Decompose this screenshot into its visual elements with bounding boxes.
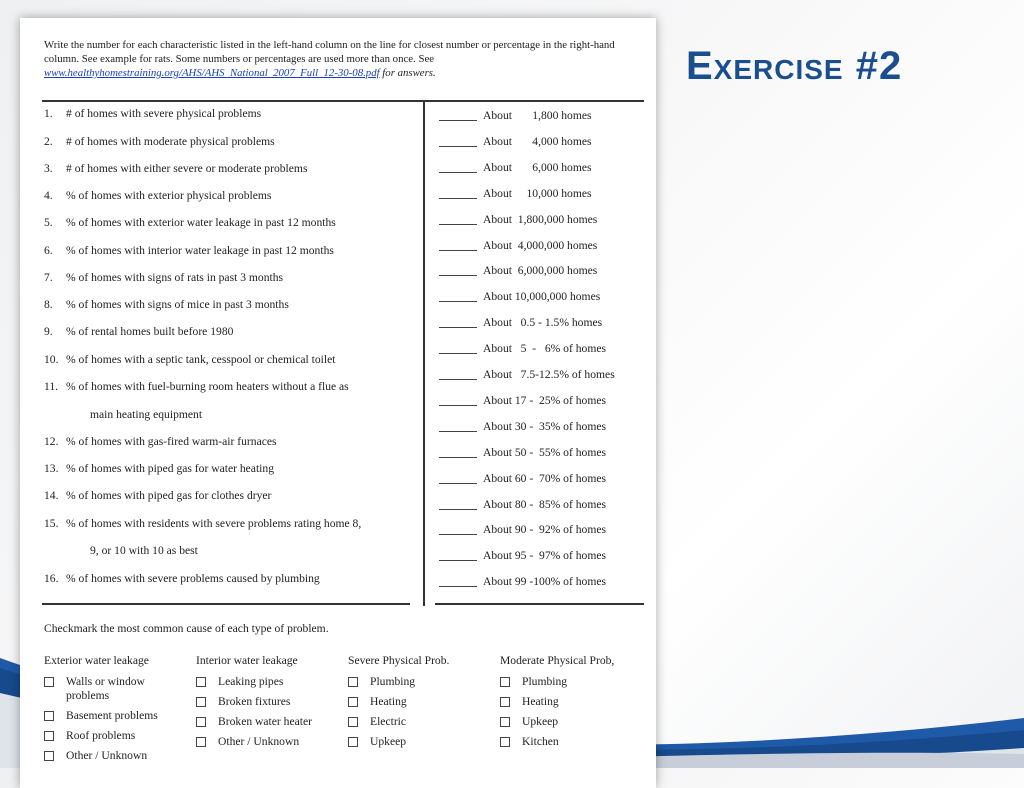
checkbox[interactable] — [196, 677, 206, 687]
characteristic-text: % of homes with exterior physical problems — [66, 189, 272, 202]
checkbox-label: Roof problems — [66, 729, 136, 742]
checklist-option[interactable] — [44, 749, 194, 763]
characteristic-number: 5. — [44, 216, 53, 229]
characteristic-text: main heating equipment — [90, 408, 203, 421]
column-divider — [423, 100, 425, 606]
checkbox-label: Heating — [522, 695, 559, 708]
checkbox[interactable] — [348, 737, 358, 747]
answer-blank-line[interactable] — [439, 379, 477, 380]
characteristic-number: 10. — [44, 353, 59, 366]
instructions-text: Write the number for each characteristic listed in the left-hand column on the line for closest number or percentage in the right-hand column. See example for rats. Some numbers or percentages are used more than once. See — [44, 39, 615, 65]
characteristic-number: 12. — [44, 435, 59, 448]
checklist-option[interactable] — [500, 695, 650, 709]
characteristic-number: 1. — [44, 107, 53, 120]
answer-choice-text: About 50 - 55% of homes — [483, 445, 607, 459]
instructions-text-end: for answers. — [379, 67, 436, 79]
checklist-title: Checkmark the most common cause of each type of problem. — [44, 622, 329, 635]
characteristic-text: % of rental homes built before 1980 — [66, 325, 234, 338]
slide-title: Exercise #2 — [686, 44, 903, 88]
checkbox[interactable] — [500, 717, 510, 727]
checklist-option[interactable] — [500, 715, 650, 729]
checkbox[interactable] — [348, 677, 358, 687]
checklist-column — [44, 655, 194, 769]
checklist-option[interactable] — [44, 729, 194, 743]
checkbox-label: Plumbing — [522, 675, 568, 688]
answer-choice-text: About 6,000,000 homes — [483, 264, 598, 278]
answer-blank-line[interactable] — [439, 198, 477, 199]
answer-choice-text: About 95 - 97% of homes — [483, 549, 607, 563]
answer-choice-text: About 80 - 85% of homes — [483, 497, 607, 511]
characteristic-number: 3. — [44, 162, 53, 175]
answer-choice-text: About 90 - 92% of homes — [483, 523, 607, 537]
answer-blank-line[interactable] — [439, 250, 477, 251]
checklist-option[interactable] — [196, 715, 346, 729]
characteristic-text: % of homes with signs of mice in past 3 months — [66, 298, 289, 311]
answers-link[interactable]: www.healthyhomestraining.org/AHS/AHS_National_2007_Full_12-30-08.pdf — [44, 67, 380, 79]
characteristic-text: % of homes with piped gas for water heating — [66, 462, 274, 475]
checklist-column — [196, 655, 346, 755]
characteristic-item — [44, 190, 424, 202]
characteristic-text: # of homes with severe physical problems — [66, 107, 262, 120]
checklist-column-heading: Severe Physical Prob. — [348, 654, 450, 667]
characteristic-item — [44, 463, 424, 475]
characteristic-item — [44, 436, 424, 448]
top-divider — [42, 100, 644, 102]
answer-blank-line[interactable] — [439, 275, 477, 276]
characteristic-item — [44, 136, 424, 148]
checklist-column-heading: Exterior water leakage — [44, 654, 149, 667]
characteristic-text: % of homes with a septic tank, cesspool or chemical toilet — [66, 353, 336, 366]
checklist-column — [500, 655, 650, 755]
answer-choice-text: About 7.5-12.5% of homes — [483, 368, 615, 381]
worksheet-document — [20, 18, 656, 788]
checkbox[interactable] — [196, 717, 206, 727]
answer-choice-text: About 4,000 homes — [483, 134, 592, 148]
characteristic-item — [44, 217, 424, 229]
checkbox-label: Leaking pipes — [218, 675, 284, 688]
answer-blank-line[interactable] — [439, 120, 477, 121]
checkbox-label: Other / Unknown — [66, 749, 148, 762]
checklist-column-heading: Interior water leakage — [196, 654, 298, 667]
checkbox[interactable] — [500, 697, 510, 707]
answer-blank-line[interactable] — [439, 353, 477, 354]
characteristic-text: 9, or 10 with 10 as best — [90, 544, 198, 557]
characteristic-number: 8. — [44, 298, 53, 311]
answer-choice-text: About 0.5 - 1.5% homes — [483, 316, 603, 330]
checkbox-label: Heating — [370, 695, 407, 708]
answer-blank-line[interactable] — [439, 431, 477, 432]
checkbox-label: Basement problems — [66, 709, 158, 722]
checklist-option[interactable] — [348, 675, 498, 689]
answer-choice-text: About 60 - 70% of homes — [483, 471, 607, 485]
checklist-option[interactable] — [44, 675, 176, 703]
answer-blank-line[interactable] — [439, 172, 477, 173]
answer-choice-text: About 17 - 25% of homes — [483, 393, 607, 407]
checkbox[interactable] — [44, 711, 54, 721]
characteristic-item — [44, 490, 424, 502]
checkbox-label: Upkeep — [370, 735, 407, 748]
checklist-option[interactable] — [500, 675, 650, 689]
answer-choice-text: About 99 -100% of homes — [483, 575, 607, 589]
characteristic-text: % of homes with piped gas for clothes dryer — [66, 489, 272, 502]
checklist-option[interactable] — [348, 735, 498, 749]
answer-blank-line[interactable] — [439, 483, 477, 484]
checklist-option[interactable] — [196, 735, 346, 749]
characteristic-item — [44, 545, 424, 557]
characteristic-text: # of homes with either severe or moderate problems — [66, 162, 308, 175]
answer-blank-line[interactable] — [439, 509, 477, 510]
checklist-column — [348, 655, 498, 755]
checkbox-label: Electric — [370, 715, 407, 728]
characteristic-item — [44, 163, 424, 175]
answer-blank-line[interactable] — [439, 586, 477, 587]
worksheet-instructions — [44, 38, 634, 80]
checkbox[interactable] — [196, 737, 206, 747]
checklist-option[interactable] — [44, 709, 194, 723]
characteristic-item — [44, 573, 424, 585]
answer-blank-line[interactable] — [439, 224, 477, 225]
checklist-option[interactable] — [348, 695, 498, 709]
checkbox[interactable] — [196, 697, 206, 707]
characteristic-item — [44, 381, 424, 393]
checkbox-label: Broken water heater — [218, 715, 312, 728]
characteristic-item — [44, 299, 424, 311]
answer-blank-line[interactable] — [439, 534, 477, 535]
bottom-divider-left — [42, 603, 410, 605]
checkbox-label: Kitchen — [522, 735, 559, 748]
answer-choice-text: About 4,000,000 homes — [483, 238, 598, 252]
answer-choice-text: About 30 - 35% of homes — [483, 419, 607, 433]
characteristic-number: 2. — [44, 135, 53, 148]
answer-blank-line[interactable] — [439, 327, 477, 328]
characteristic-item — [44, 409, 424, 421]
answer-blank-line[interactable] — [439, 457, 477, 458]
checkbox-label: Other / Unknown — [218, 735, 300, 748]
checklist-column-heading: Moderate Physical Prob, — [500, 654, 615, 667]
answer-choice-text: About 1,800,000 homes — [483, 212, 598, 226]
bottom-divider-right — [435, 603, 644, 605]
checkbox[interactable] — [348, 717, 358, 727]
checkbox[interactable] — [500, 677, 510, 687]
characteristic-item — [44, 245, 424, 257]
characteristic-text: % of homes with fuel-burning room heaters without a flue as — [66, 380, 349, 393]
answer-blank-line[interactable] — [439, 560, 477, 561]
characteristic-number: 7. — [44, 271, 53, 284]
characteristic-item — [44, 354, 424, 366]
checkbox[interactable] — [500, 737, 510, 747]
characteristic-text: # of homes with moderate physical problems — [66, 135, 275, 148]
checklist-option[interactable] — [196, 695, 346, 709]
checkbox-label: Walls or window problems — [66, 675, 145, 702]
answer-blank-line[interactable] — [439, 146, 477, 147]
characteristic-text: % of homes with residents with severe problems rating home 8, — [66, 517, 362, 530]
characteristic-text: % of homes with gas-fired warm-air furnaces — [66, 435, 277, 448]
checkbox-label: Broken fixtures — [218, 695, 291, 708]
characteristic-item — [44, 108, 424, 120]
answer-choice-text: About 6,000 homes — [483, 160, 592, 174]
checklist-option[interactable] — [348, 715, 498, 729]
answer-choice-text: About 1,800 homes — [483, 109, 592, 122]
characteristic-text: % of homes with interior water leakage in past 12 months — [66, 244, 334, 257]
characteristic-number: 9. — [44, 325, 53, 338]
characteristic-number: 11. — [44, 380, 59, 393]
characteristic-number: 14. — [44, 489, 59, 502]
characteristic-item — [44, 326, 424, 338]
characteristic-number: 13. — [44, 462, 59, 475]
answer-blank-line[interactable] — [439, 301, 477, 302]
answer-choice-text: About 10,000,000 homes — [483, 290, 601, 304]
answer-blank-line[interactable] — [439, 405, 477, 406]
checkbox-label: Upkeep — [522, 715, 559, 728]
characteristic-item — [44, 272, 424, 284]
characteristic-number: 4. — [44, 189, 53, 202]
answer-choice-text: About 5 - 6% of homes — [483, 342, 607, 356]
checkbox-label: Plumbing — [370, 675, 416, 688]
characteristic-number: 15. — [44, 517, 59, 530]
answer-choice-text: About 10,000 homes — [483, 186, 592, 200]
characteristic-item — [44, 518, 424, 530]
checkbox[interactable] — [44, 677, 54, 687]
characteristic-text: % of homes with exterior water leakage in past 12 months — [66, 216, 336, 229]
characteristic-text: % of homes with signs of rats in past 3 months — [66, 271, 284, 284]
checkbox[interactable] — [348, 697, 358, 707]
checklist-option[interactable] — [196, 675, 346, 689]
characteristic-number: 16. — [44, 572, 59, 585]
checklist-option[interactable] — [500, 735, 650, 749]
characteristic-text: % of homes with severe problems caused by plumbing — [66, 572, 320, 585]
checkbox[interactable] — [44, 751, 54, 761]
checkbox[interactable] — [44, 731, 54, 741]
characteristic-number: 6. — [44, 244, 53, 257]
